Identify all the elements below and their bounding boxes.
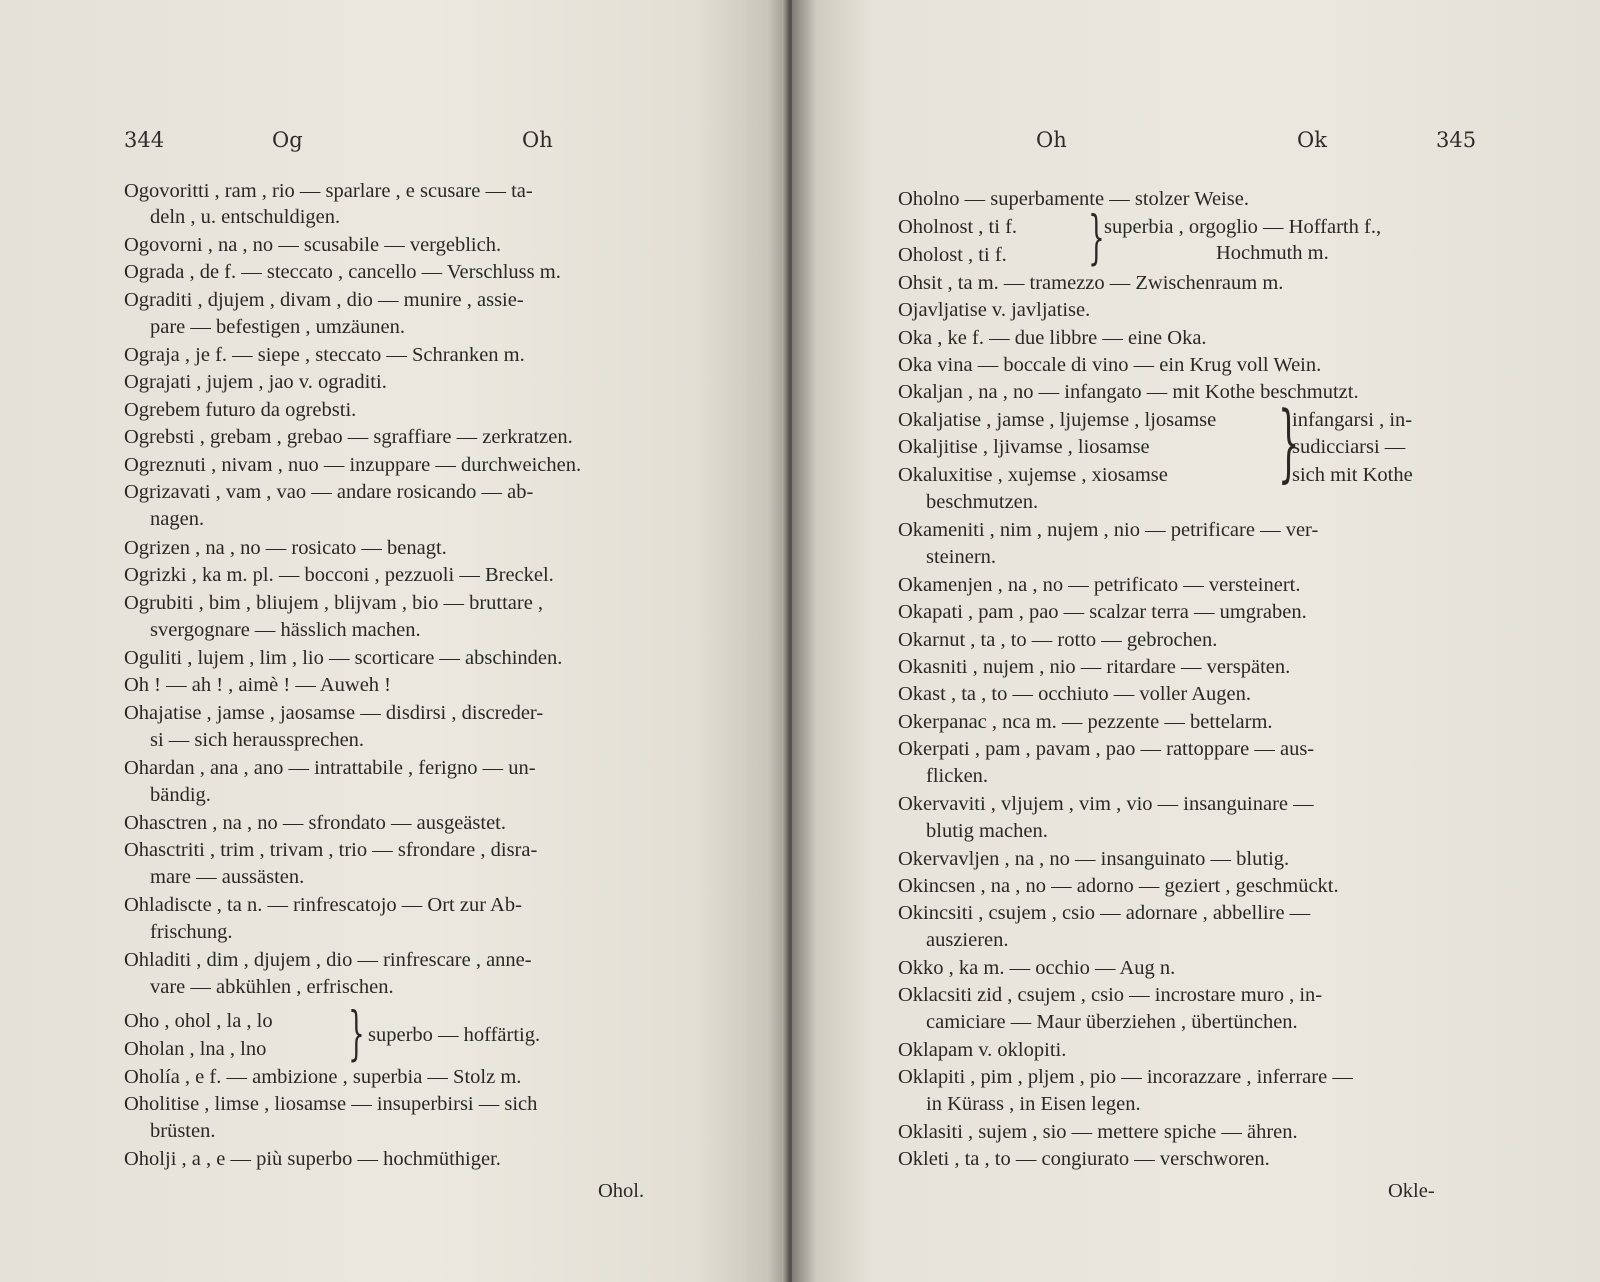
entry-line: Okleti , ta , to — congiurato — verschworen. bbox=[898, 1148, 1270, 1170]
running-head-right: Ok bbox=[1297, 128, 1327, 152]
entry-line: Ojavljatise v. javljatise. bbox=[898, 299, 1091, 321]
entry-line: in Kürass , in Eisen legen. bbox=[926, 1093, 1141, 1115]
entry-line: deln , u. entschuldigen. bbox=[150, 206, 341, 228]
page-number-right: 345 bbox=[1436, 128, 1477, 152]
entry-line: Okko , ka m. — occhio — Aug n. bbox=[898, 957, 1176, 979]
running-head-center-left: Oh bbox=[522, 128, 553, 152]
brace-glyph: } bbox=[348, 999, 365, 1067]
brace-glyph: } bbox=[1278, 393, 1300, 491]
catchword-left: Ohol. bbox=[598, 1180, 645, 1202]
entry-line: Oklasiti , sujem , sio — mettere spiche — ähren. bbox=[898, 1121, 1298, 1143]
entry-line: Okamenjen , na , no — petrificato — versteinert. bbox=[898, 574, 1301, 596]
entry-line: Okincsen , na , no — adorno — geziert , geschmückt. bbox=[898, 875, 1339, 897]
entry-line: Ograjati , jujem , jao v. ograditi. bbox=[124, 371, 387, 393]
entry-line: Ohladiti , dim , djujem , dio — rinfrescare , anne- bbox=[124, 949, 532, 971]
entry-line: camiciare — Maur überziehen , übertünchen. bbox=[926, 1011, 1298, 1033]
entry-line: brüsten. bbox=[150, 1120, 216, 1142]
entry-line: Oguliti , lujem , lim , lio — scorticare — abschinden. bbox=[124, 647, 563, 669]
entry-line: Oka vina — boccale di vino — ein Krug voll Wein. bbox=[898, 354, 1322, 376]
entry-line: steinern. bbox=[926, 546, 997, 568]
entry-line: Oh ! — ah ! , aimè ! — Auweh ! bbox=[124, 674, 392, 696]
entry-line: sudicciarsi — bbox=[1292, 436, 1406, 458]
entry-line: Ogrizen , na , no — rosicato — benagt. bbox=[124, 537, 447, 559]
entry-line: Okameniti , nim , nujem , nio — petrificare — ver- bbox=[898, 519, 1319, 541]
entry-line: superbo — hoffärtig. bbox=[368, 1024, 541, 1046]
entry-line: Okaljatise , jamse , ljujemse , ljosamse bbox=[898, 409, 1217, 431]
entry-line: Oholost , ti f. bbox=[898, 244, 1007, 266]
entry-line: vare — abkühlen , erfrischen. bbox=[150, 976, 394, 998]
entry-line: Oholía , e f. — ambizione , superbia — Stolz m. bbox=[124, 1066, 522, 1088]
running-head-left: Og bbox=[272, 128, 303, 152]
entry-line: Ograja , je f. — siepe , steccato — Schranken m. bbox=[124, 344, 525, 366]
entry-line: Hochmuth m. bbox=[1216, 242, 1329, 264]
entry-line: Ohladiscte , ta n. — rinfrescatojo — Ort zur Ab- bbox=[124, 894, 522, 916]
entry-line: Okapati , pam , pao — scalzar terra — umgraben. bbox=[898, 601, 1307, 623]
entry-line: Ohasctren , na , no — sfrondato — ausgeästet. bbox=[124, 812, 506, 834]
brace-glyph: } bbox=[1088, 203, 1105, 271]
entry-line: Ohasctriti , trim , trivam , trio — sfrondare , disra- bbox=[124, 839, 538, 861]
entry-line: svergognare — hässlich machen. bbox=[150, 619, 421, 641]
entry-line: Ogrizavati , vam , vao — andare rosicando — ab- bbox=[124, 481, 534, 503]
entry-line: Oholnost , ti f. bbox=[898, 216, 1018, 238]
entry-line: si — sich heraussprechen. bbox=[150, 729, 365, 751]
entry-line: Ogrebem futuro da ogrebsti. bbox=[124, 399, 357, 421]
entry-line: Okervaviti , vljujem , vim , vio — insanguinare — bbox=[898, 793, 1314, 815]
entry-line: Ohajatise , jamse , jaosamse — disdirsi , discreder- bbox=[124, 702, 544, 724]
entry-line: Okervavljen , na , no — insanguinato — blutig. bbox=[898, 848, 1290, 870]
entry-line: mare — aussästen. bbox=[150, 866, 305, 888]
entry-line: Okaljan , na , no — infangato — mit Kothe beschmutzt. bbox=[898, 381, 1359, 403]
entry-line: Ogrubiti , bim , bliujem , blijvam , bio — bruttare , bbox=[124, 592, 544, 614]
entry-line: Oholji , a , e — più superbo — hochmüthiger. bbox=[124, 1148, 501, 1170]
entry-line: Okasniti , nujem , nio — ritardare — verspäten. bbox=[898, 656, 1291, 678]
entry-line: Oklacsiti zid , csujem , csio — incrostare muro , in- bbox=[898, 984, 1323, 1006]
page-number-left: 344 bbox=[124, 128, 165, 152]
running-head-center-right: Oh bbox=[1036, 128, 1067, 152]
entry-line: superbia , orgoglio — Hoffarth f., bbox=[1104, 216, 1382, 238]
entry-line: Okaljitise , ljivamse , liosamse bbox=[898, 436, 1150, 458]
entry-line: flicken. bbox=[926, 765, 989, 787]
entry-line: Ograda , de f. — steccato , cancello — Verschluss m. bbox=[124, 261, 561, 283]
entry-line: auszieren. bbox=[926, 929, 1009, 951]
entry-line: Okaluxitise , xujemse , xiosamse bbox=[898, 464, 1168, 486]
entry-line: Okast , ta , to — occhiuto — voller Augen. bbox=[898, 683, 1251, 705]
entry-line: Ohsit , ta m. — tramezzo — Zwischenraum m. bbox=[898, 272, 1284, 294]
entry-line: pare — befestigen , umzäunen. bbox=[150, 316, 406, 338]
entry-line: Ogrizki , ka m. pl. — bocconi , pezzuoli — Breckel. bbox=[124, 564, 554, 586]
entry-line: Oholitise , limse , liosamse — insuperbirsi — sich bbox=[124, 1093, 538, 1115]
entry-line: Ogovorni , na , no — scusabile — vergeblich. bbox=[124, 234, 502, 256]
entry-line: Oholan , lna , lno bbox=[124, 1038, 267, 1060]
entry-line: Okerpati , pam , pavam , pao — rattoppare — aus- bbox=[898, 738, 1315, 760]
entry-line: Ogovoritti , ram , rio — sparlare , e scusare — ta- bbox=[124, 180, 533, 202]
entry-line: Oklapam v. oklopiti. bbox=[898, 1039, 1067, 1061]
entry-line: Oklapiti , pim , pljem , pio — incorazzare , inferrare — bbox=[898, 1066, 1353, 1088]
entry-line: Ohardan , ana , ano — intrattabile , ferigno — un- bbox=[124, 757, 536, 779]
entry-line: infangarsi , in- bbox=[1292, 409, 1413, 431]
entry-line: blutig machen. bbox=[926, 820, 1048, 842]
entry-line: Ogrebsti , grebam , grebao — sgraffiare — zerkratzen. bbox=[124, 426, 573, 448]
entry-line: frischung. bbox=[150, 921, 233, 943]
entry-line: Oho , ohol , la , lo bbox=[124, 1010, 273, 1032]
entry-line: beschmutzen. bbox=[926, 491, 1039, 513]
entry-line: Oka , ke f. — due libbre — eine Oka. bbox=[898, 327, 1207, 349]
entry-line: Okerpanac , nca m. — pezzente — bettelarm. bbox=[898, 711, 1273, 733]
entry-line: sich mit Kothe bbox=[1292, 464, 1413, 486]
entry-line: bändig. bbox=[150, 784, 211, 806]
right-page bbox=[792, 0, 1600, 1282]
catchword-right: Okle- bbox=[1388, 1180, 1435, 1202]
left-page bbox=[0, 0, 792, 1282]
entry-line: Ogreznuti , nivam , nuo — inzuppare — durchweichen. bbox=[124, 454, 582, 476]
entry-line: Okincsiti , csujem , csio — adornare , abbellire — bbox=[898, 902, 1311, 924]
entry-line: Oholno — superbamente — stolzer Weise. bbox=[898, 188, 1249, 210]
entry-line: Okarnut , ta , to — rotto — gebrochen. bbox=[898, 629, 1218, 651]
entry-line: Ograditi , djujem , divam , dio — munire , assie- bbox=[124, 289, 524, 311]
entry-line: nagen. bbox=[150, 508, 205, 530]
